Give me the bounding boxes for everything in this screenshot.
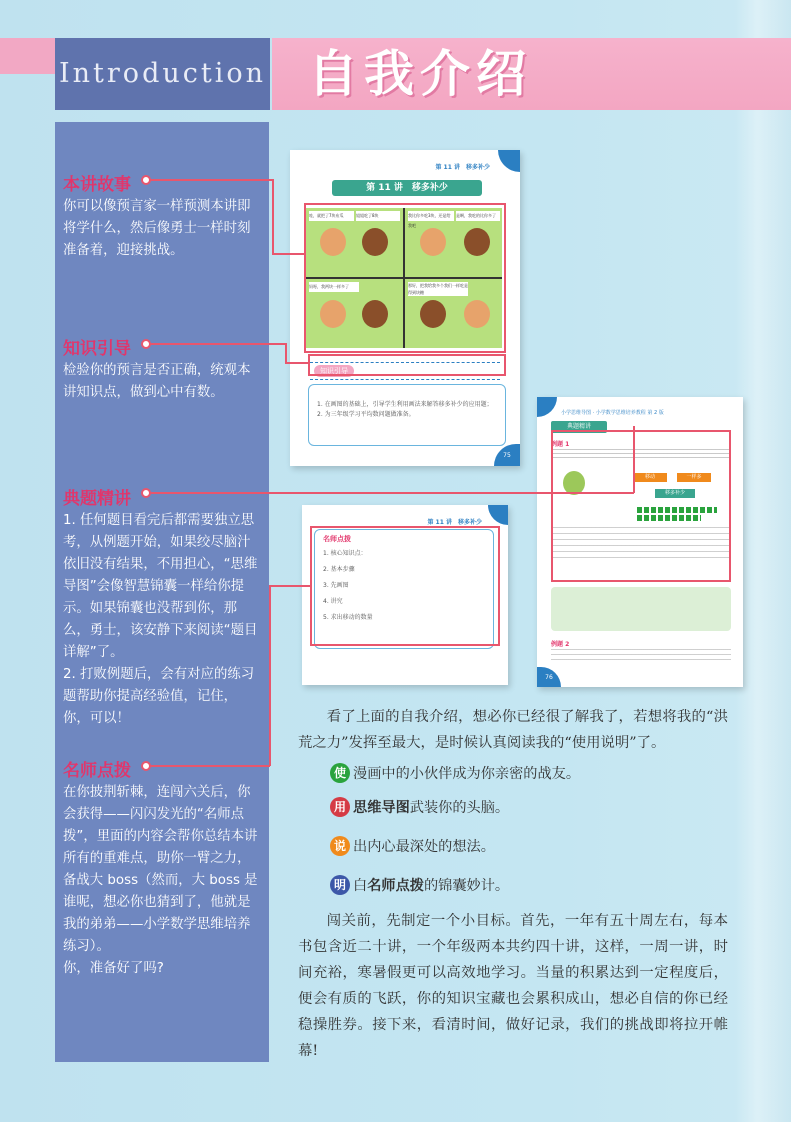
connector-line [146,492,634,494]
corner-decoration [537,397,557,417]
connector-dot [141,761,151,771]
section-body-examples [63,510,263,730]
highlight-frame-guide [308,354,506,376]
bullet-text: 出内心最深处的想法。 [353,839,495,855]
highlight-frame-tips [310,526,500,646]
practice-box [551,587,731,631]
speech-bubble: 姐姐吃了8块 [356,211,400,221]
connector-dot [141,175,151,185]
example-label: 例题 2 [551,641,570,648]
section-title-examples: 典题精讲 [63,489,131,509]
corner-decoration [498,150,520,172]
section-text: 2. 打败例题后，会有对应的练习题帮助你提高经验值，记住，你，可以！ [63,667,255,726]
bullet-text: 武装你的头脑。 [409,800,510,816]
connector-line [146,343,286,345]
section-title-story: 本讲故事 [63,175,131,195]
section-body-guide [63,360,263,404]
bullet-prefix-text: 白 [353,878,368,894]
section-text: 你，准备好了吗? [63,961,164,976]
intro-paragraph: 看了上面的自我介绍，想必你已经很了解我了，若想将我的“洪荒之力”发挥至最大，是时候认真阅读我的“使用说明”了。 [298,709,728,751]
bullet-badge-icon: 明 [330,875,350,895]
mindmap-node: 移动 [633,473,667,482]
speech-bubble: 哇，就把了7块布瓜 [309,211,354,221]
text-lines [551,649,731,661]
page-running-header: 第 11 讲 移多补少 [427,519,482,526]
page-number: 75 [494,444,520,466]
tips-line: 5. 求出移动的数量 [323,614,373,621]
tips-line: 1. 核心知识点： [323,550,367,557]
corner-decoration [488,505,508,525]
connector-line [269,585,311,587]
bullet-item [330,762,580,784]
tips-line: 2. 基本步骤 [323,566,355,573]
section-text: 在你披荆斩棘，连闯六关后，你会获得——闪闪发光的“名师点拨”，里面的内容会帮你总结本讲所有的重难点，助你一臂之力，备战大 boss（然而，大 boss 是谁呢，想必你也猜到了，他就是我的弟弟——小学数学思维培养练习）。 [63,785,258,954]
connector-line [146,765,270,767]
mindmap-node: 移多补少 [655,489,695,498]
guide-label: 知识引导 [314,365,354,377]
section-text: 1. 任何题目看完后都需要独立思考，从例题开始，如果绞尽脑汁依旧没有结果，不用担心，“思维导图”会像智慧锦囊一样给你提示。如果锦囊也没帮到你，那么，勇士，该安静下来阅读“题目详解”了。 [63,513,258,660]
mindmap-node: 一样多 [677,473,711,482]
example-label: 例题 1 [551,441,570,448]
bullet-bold-text: 名师点拨 [367,878,424,894]
bullet-badge-icon: 使 [330,763,350,783]
book-spine-shadow [735,0,791,1122]
bullet-badge-icon: 说 [330,836,350,856]
connector-line [272,253,306,255]
page-running-header: 小学思维导图 · 小学数学思维培养教程 第 2 版 [561,410,664,416]
guide-line: 1. 在画图的基础上，引导学生利用画法来解答移多补少的应用题； [317,401,493,408]
speech-bubble: 那好，把我给我多个我们一样吃是得到块糖 [408,283,468,295]
connector-dot [141,339,151,349]
bullet-text: 的锦囊妙计。 [423,878,510,894]
tips-line: 4. 讲究 [323,598,343,605]
connector-line [269,585,271,766]
speech-bubble: 我比你多吃3块，还是给我吧 [408,211,454,221]
bullet-item [330,796,509,818]
guide-line: 2. 为三年级学习平均数问题做准备。 [317,411,415,418]
speech-bubble: 是啊，我吃的比你多了 [456,211,500,221]
highlight-frame-story [304,203,506,353]
connector-line [272,179,274,253]
speech-bubble: 妈呀，我两块一样多了 [309,282,359,292]
lesson-title-banner: 第 11 讲 移多补少 [332,180,482,196]
chinese-title: 自我介绍 [308,45,532,103]
bullet-badge-icon: 用 [330,797,350,817]
section-body-story [63,196,263,262]
section-title-tips: 名师点拨 [63,761,131,781]
tips-title: 名师点拨 [323,535,351,543]
highlight-frame-example [551,430,731,582]
section-body-tips [63,782,263,980]
connector-line [285,343,287,363]
section-title-guide: 知识引导 [63,339,131,359]
english-title: Introduction [59,58,266,89]
connector-line [633,426,635,493]
bullet-item [330,874,509,896]
connector-line [146,179,272,181]
closing-paragraph: 闯关前，先制定一个小目标。首先，一年有五十周左右，每本书包含近二十讲，一个年级两本共约四十讲，这样，一周一讲，时间充裕，寒暑假更可以高效地学习。当量的积累达到一定程度后，便会有质的飞跃，你的知识宝藏也会累积成山，想必自信的你已经稳操胜券。接下来，看清时间，做好记录，我们的挑战即将拉开帷幕! [298,913,728,1059]
bullet-item [330,835,495,857]
bullet-text: 漫画中的小伙伴成为你亲密的战友。 [353,766,581,782]
section-text: 你可以像预言家一样预测本讲即将学什么，然后像勇士一样时刻准备着，迎接挑战。 [63,199,251,258]
connector-dot [141,488,151,498]
page-number: 76 [537,667,561,687]
section-tag: 典题精讲 [551,421,607,433]
tips-line: 3. 先画图 [323,582,349,589]
bullet-bold-text: 思维导图 [353,800,410,816]
section-text: 检验你的预言是否正确，统观本讲知识点，做到心中有数。 [63,363,251,400]
header-accent-strip [0,38,55,74]
page-running-header: 第 11 讲 移多补少 [435,164,490,171]
connector-line [285,362,309,364]
guide-box [308,384,506,446]
